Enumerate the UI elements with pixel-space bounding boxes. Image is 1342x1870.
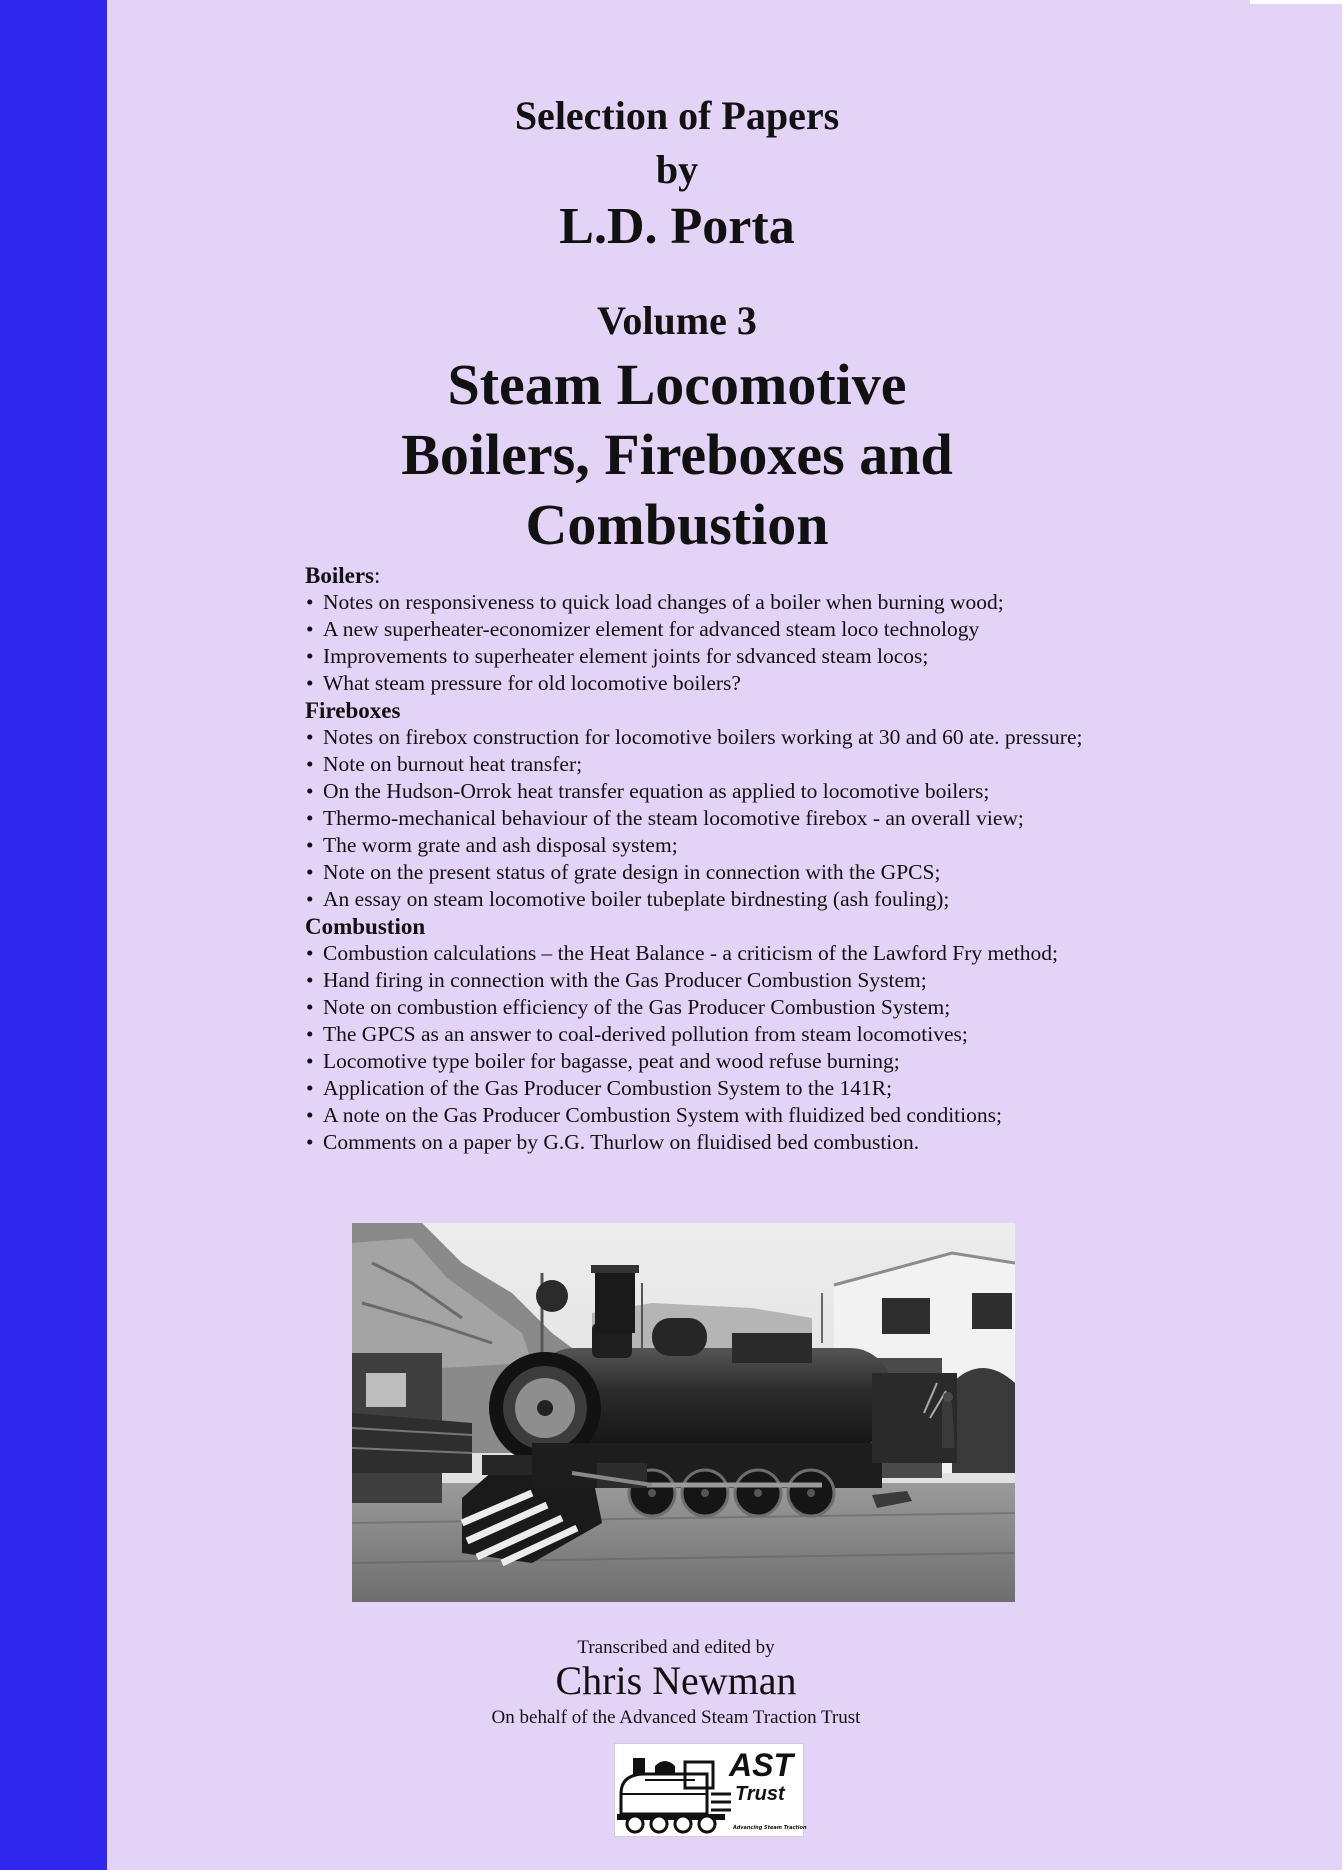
series-title: Selection of Papers	[514, 93, 840, 138]
list-item: • The worm grate and ash disposal system;	[305, 832, 1185, 859]
section-heading-fireboxes: Fireboxes	[305, 698, 401, 723]
subtitle-line-1: Steam Locomotive	[447, 352, 907, 417]
list-item: • Note on burnout heat transfer;	[305, 751, 1185, 778]
contents-list	[305, 562, 1185, 1156]
locomotive-photo	[352, 1223, 1015, 1602]
editor-credit-label: Transcribed and edited by	[577, 1637, 775, 1658]
list-item: • What steam pressure for old locomotive boilers?	[305, 670, 1185, 697]
corner-strip	[1250, 0, 1342, 4]
list-item: • Thermo-mechanical behaviour of the steam locomotive firebox - an overall view;	[305, 805, 1185, 832]
list-item: • Comments on a paper by G.G. Thurlow on fluidised bed combustion.	[305, 1129, 1185, 1156]
book-subtitle	[360, 350, 994, 560]
list-item: • Note on combustion efficiency of the Gas Producer Combustion System;	[305, 994, 1185, 1021]
section-heading-combustion: Combustion	[305, 914, 426, 939]
logo-wordmark	[729, 1748, 801, 1806]
list-item: • Notes on responsiveness to quick load changes of a boiler when burning wood;	[305, 589, 1185, 616]
list-item: • Application of the Gas Producer Combustion System to the 141R;	[305, 1075, 1185, 1102]
heading-text: Boilers	[305, 563, 374, 588]
list-item: • Improvements to superheater element joints for sdvanced steam locos;	[305, 643, 1185, 670]
subtitle-line-2: Boilers, Fireboxes and	[401, 422, 953, 487]
list-item: • On the Hudson-Orrok heat transfer equation as applied to locomotive boilers;	[305, 778, 1185, 805]
logo-trust-text: Trust	[735, 1783, 785, 1805]
volume-number: Volume 3	[597, 298, 757, 343]
heading-colon: :	[374, 563, 381, 588]
list-item: • Note on the present status of grate design in connection with the GPCS;	[305, 859, 1185, 886]
boilers-items	[305, 589, 1185, 697]
logo-ast-text: AST	[729, 1747, 793, 1783]
logo-tagline: Advancing Steam Traction	[733, 1825, 807, 1831]
cover-spine-stripe	[0, 0, 107, 1870]
on-behalf-line: On behalf of the Advanced Steam Traction Trust	[491, 1707, 861, 1728]
editor-name: Chris Newman	[555, 1658, 797, 1703]
locomotive-logo-icon	[615, 1744, 733, 1836]
combustion-items	[305, 940, 1185, 1156]
locomotive-photo-drawing	[352, 1223, 1015, 1602]
by-line: by	[655, 147, 699, 192]
section-heading-boilers	[305, 562, 1185, 589]
list-item: • The GPCS as an answer to coal-derived pollution from steam locomotives;	[305, 1021, 1185, 1048]
list-item: • Notes on firebox construction for locomotive boilers working at 30 and 60 ate. pressure;	[305, 724, 1185, 751]
list-item: • Hand firing in connection with the Gas Producer Combustion System;	[305, 967, 1185, 994]
subtitle-line-3: Combustion	[525, 492, 829, 557]
fireboxes-items	[305, 724, 1185, 913]
list-item: • Locomotive type boiler for bagasse, peat and wood refuse burning;	[305, 1048, 1185, 1075]
list-item: • A new superheater-economizer element for advanced steam loco technology	[305, 616, 1185, 643]
list-item: • A note on the Gas Producer Combustion System with fluidized bed conditions;	[305, 1102, 1185, 1129]
ast-trust-logo	[614, 1743, 807, 1837]
list-item: • An essay on steam locomotive boiler tubeplate birdnesting (ash fouling);	[305, 886, 1185, 913]
list-item: • Combustion calculations – the Heat Balance - a criticism of the Lawford Fry method;	[305, 940, 1185, 967]
author-name: L.D. Porta	[559, 198, 795, 255]
